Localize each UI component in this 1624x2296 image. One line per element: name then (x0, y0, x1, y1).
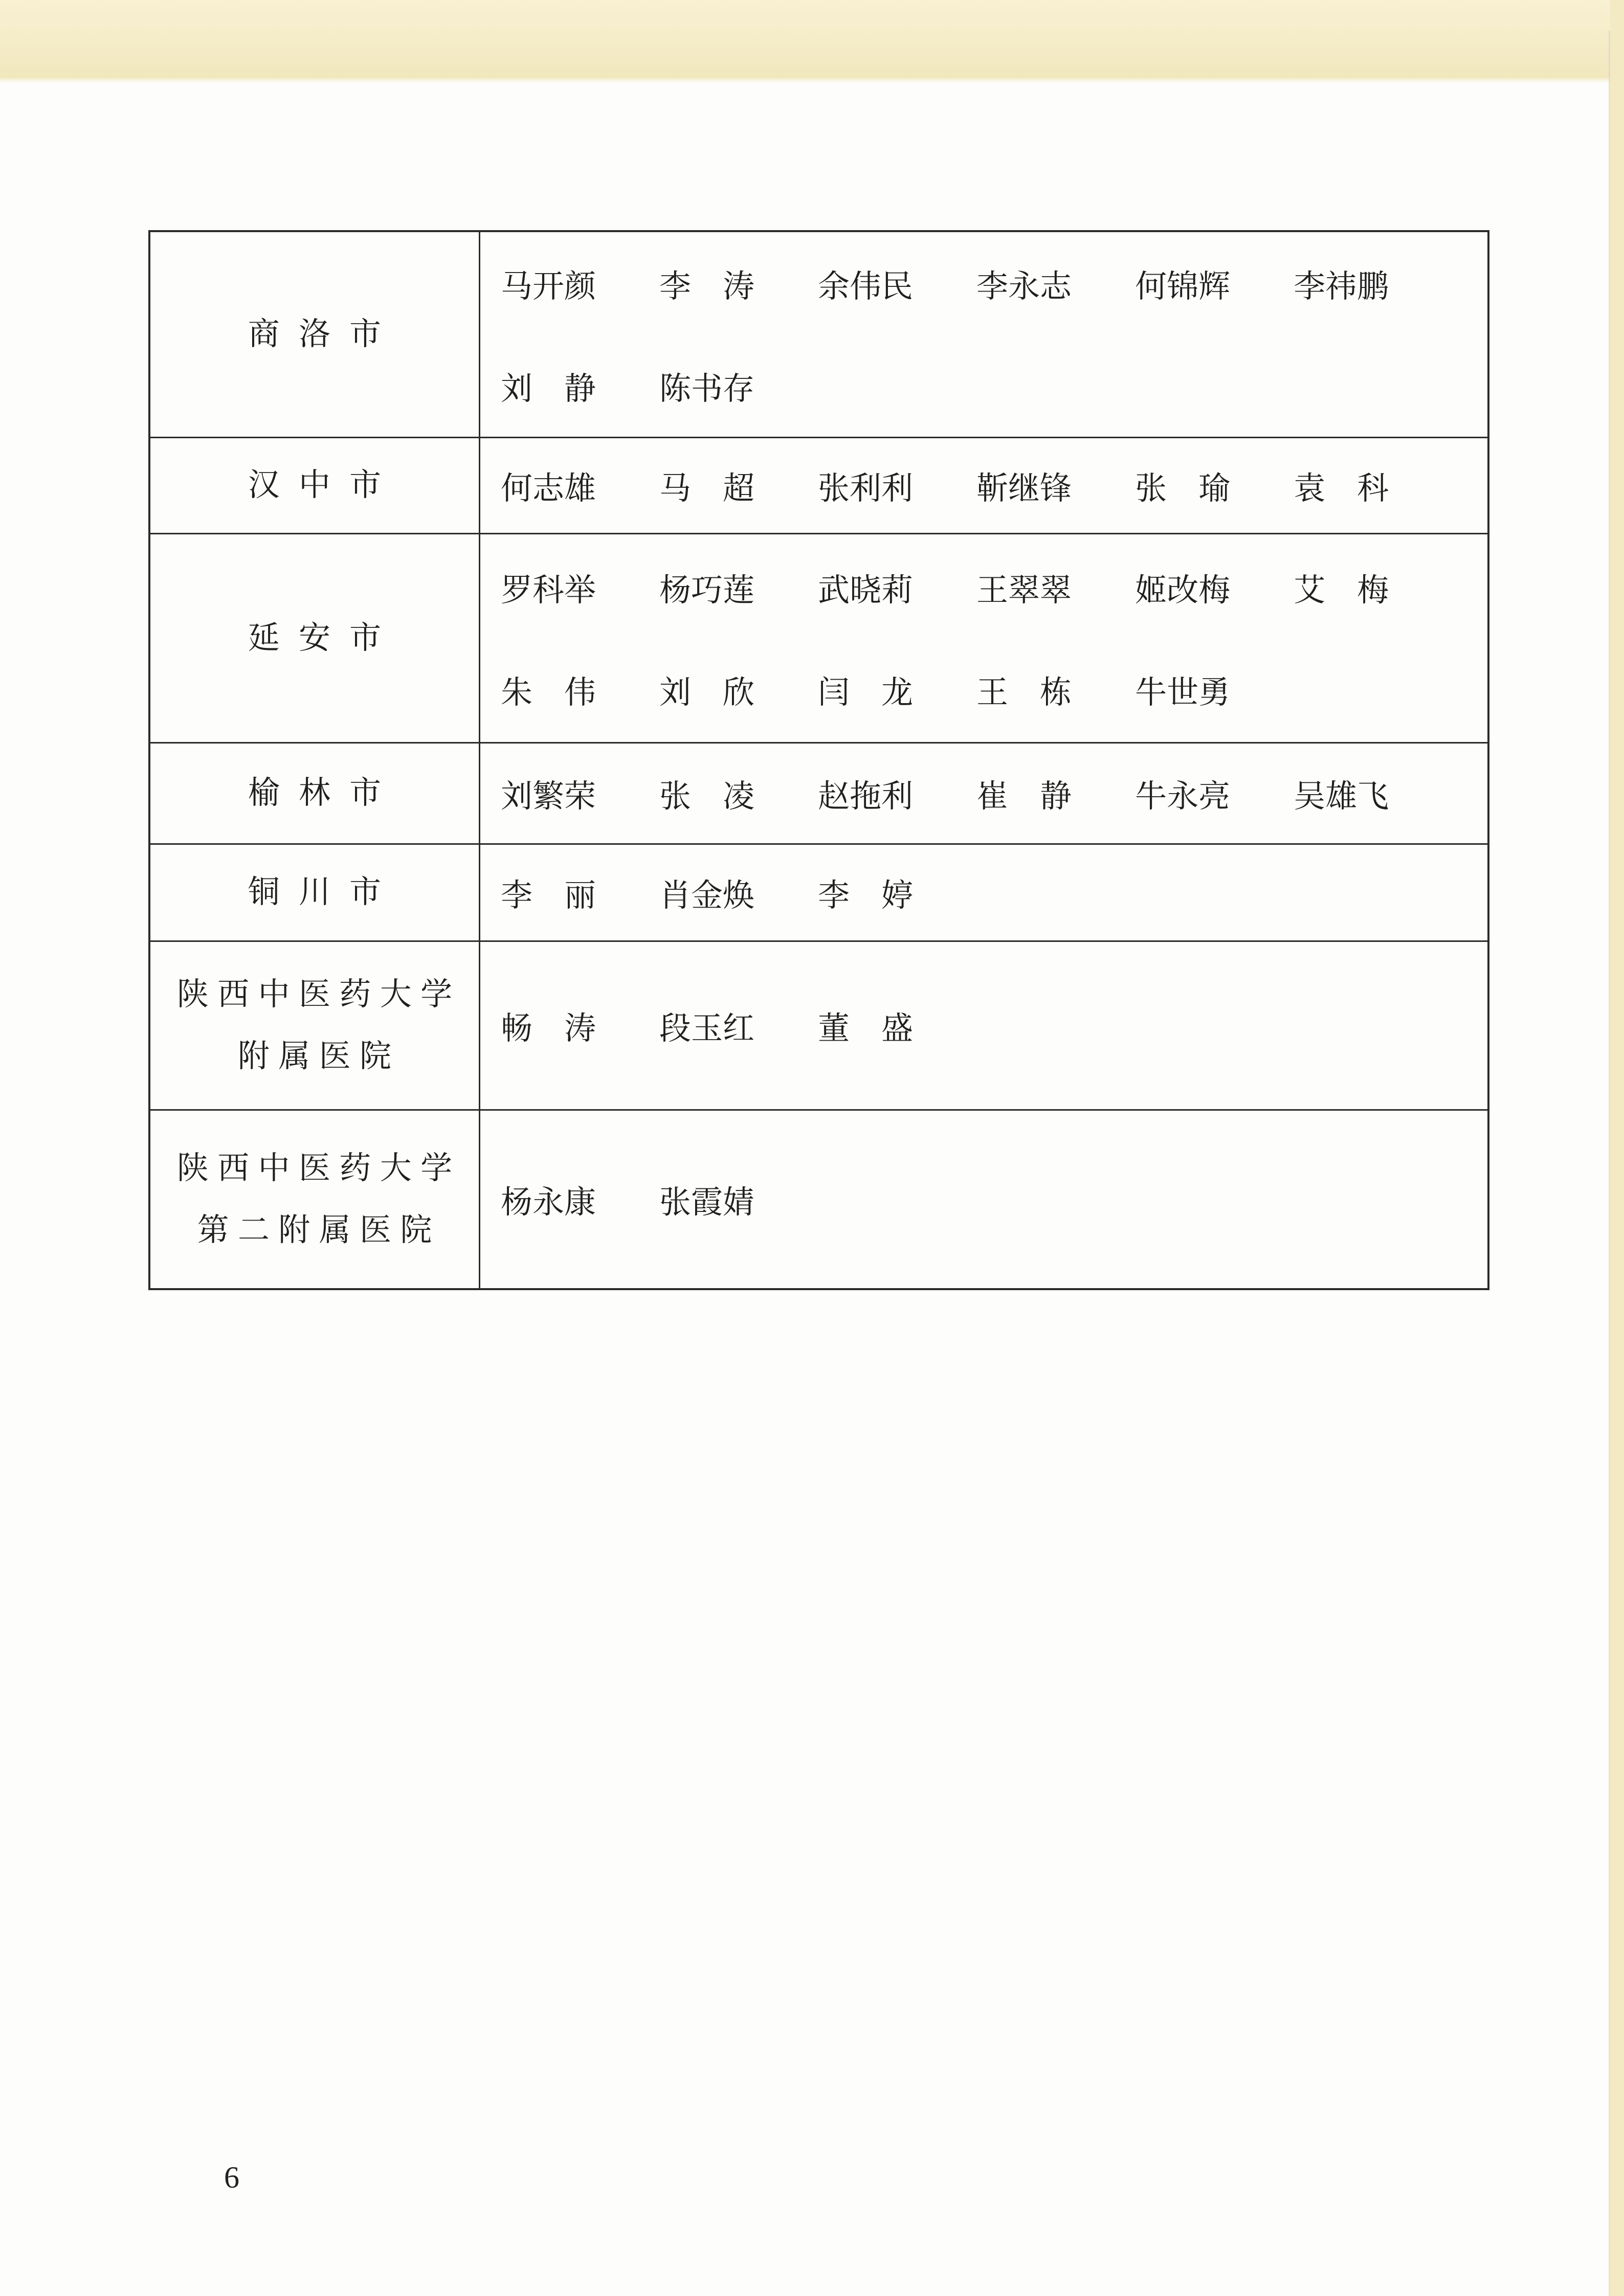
names-cell (480, 845, 1487, 940)
org-label-line: 延安市 (248, 620, 401, 656)
person-name: 张 瑜 (1135, 471, 1231, 506)
person-name: 姬改梅 (1135, 573, 1231, 608)
person-name: 何志雄 (501, 471, 596, 506)
person-name: 刘繁荣 (501, 779, 596, 814)
page-edge-shadow (1609, 31, 1610, 2296)
org-cell (150, 534, 480, 742)
org-label-line: 陕西中医药大学 (176, 977, 461, 1012)
names-cell (480, 744, 1487, 843)
table-row (150, 940, 1487, 1109)
org-cell (150, 232, 480, 437)
person-name: 吴雄飞 (1294, 779, 1389, 814)
person-name: 段玉红 (659, 1011, 755, 1046)
org-label-line: 附属医院 (237, 1039, 401, 1074)
org-cell (150, 845, 480, 940)
org-cell (150, 438, 480, 533)
names-line (501, 334, 1487, 437)
table-row (150, 843, 1487, 940)
names-cell (480, 438, 1487, 533)
scan-edge-top (0, 0, 1624, 78)
names-cell (480, 942, 1487, 1109)
names-line (501, 232, 1487, 334)
person-name: 王翠翠 (976, 573, 1072, 608)
names-line (501, 771, 1487, 816)
person-name: 艾 梅 (1294, 573, 1389, 608)
org-cell (150, 1111, 480, 1288)
person-name: 杨巧莲 (659, 573, 755, 608)
names-line (501, 463, 1487, 508)
names-line (501, 870, 1487, 915)
person-name: 董 盛 (818, 1011, 914, 1046)
person-name: 余伟民 (818, 269, 914, 304)
page-number: 6 (224, 2160, 239, 2194)
person-name: 袁 科 (1294, 471, 1389, 506)
person-name: 王 栋 (976, 675, 1072, 710)
names-line (501, 1177, 1487, 1222)
person-name: 刘 欣 (659, 675, 755, 710)
table-row (150, 1109, 1487, 1288)
person-name: 何锦辉 (1135, 269, 1231, 304)
names-cell (480, 534, 1487, 742)
person-name: 马 超 (659, 471, 755, 506)
table-row (150, 742, 1487, 843)
person-name: 杨永康 (501, 1185, 596, 1220)
org-label-line: 第二附属医院 (197, 1212, 441, 1248)
person-name: 李永志 (976, 269, 1072, 304)
person-name: 李祎鹏 (1294, 269, 1389, 304)
person-name: 朱 伟 (501, 675, 596, 710)
names-cell (480, 1111, 1487, 1288)
person-name: 崔 静 (976, 779, 1072, 814)
table-row (150, 437, 1487, 533)
person-name: 罗科举 (501, 573, 596, 608)
person-name: 张 凌 (659, 779, 755, 814)
person-name: 畅 涛 (501, 1011, 596, 1046)
org-label-line: 汉中市 (248, 468, 401, 503)
awards-table (148, 230, 1489, 1290)
person-name: 刘 静 (501, 371, 596, 407)
person-name: 牛世勇 (1135, 675, 1231, 710)
table-row (150, 533, 1487, 742)
org-cell (150, 744, 480, 843)
names-line (501, 1003, 1487, 1048)
person-name: 肖金焕 (659, 879, 755, 913)
person-name: 张霞婧 (659, 1185, 755, 1220)
person-name: 陈书存 (659, 371, 755, 407)
person-name: 李 涛 (659, 269, 755, 304)
person-name: 李 丽 (501, 879, 596, 913)
org-label-line: 铜川市 (248, 875, 401, 910)
person-name: 李 婷 (818, 879, 914, 913)
scan-edge-right (1610, 0, 1624, 2296)
names-line (501, 536, 1487, 638)
person-name: 赵拖利 (818, 779, 914, 814)
names-cell (480, 232, 1487, 437)
person-name: 马开颜 (501, 269, 596, 304)
org-label-line: 商洛市 (248, 317, 401, 352)
org-label-line: 陕西中医药大学 (176, 1151, 461, 1186)
org-cell (150, 942, 480, 1109)
person-name: 武晓莉 (818, 573, 914, 608)
org-label-line: 榆林市 (248, 776, 401, 811)
person-name: 牛永亮 (1135, 779, 1231, 814)
names-line (501, 638, 1487, 740)
person-name: 闫 龙 (818, 675, 914, 710)
table-row (150, 232, 1487, 437)
person-name: 张利利 (818, 471, 914, 506)
person-name: 靳继锋 (976, 471, 1072, 506)
